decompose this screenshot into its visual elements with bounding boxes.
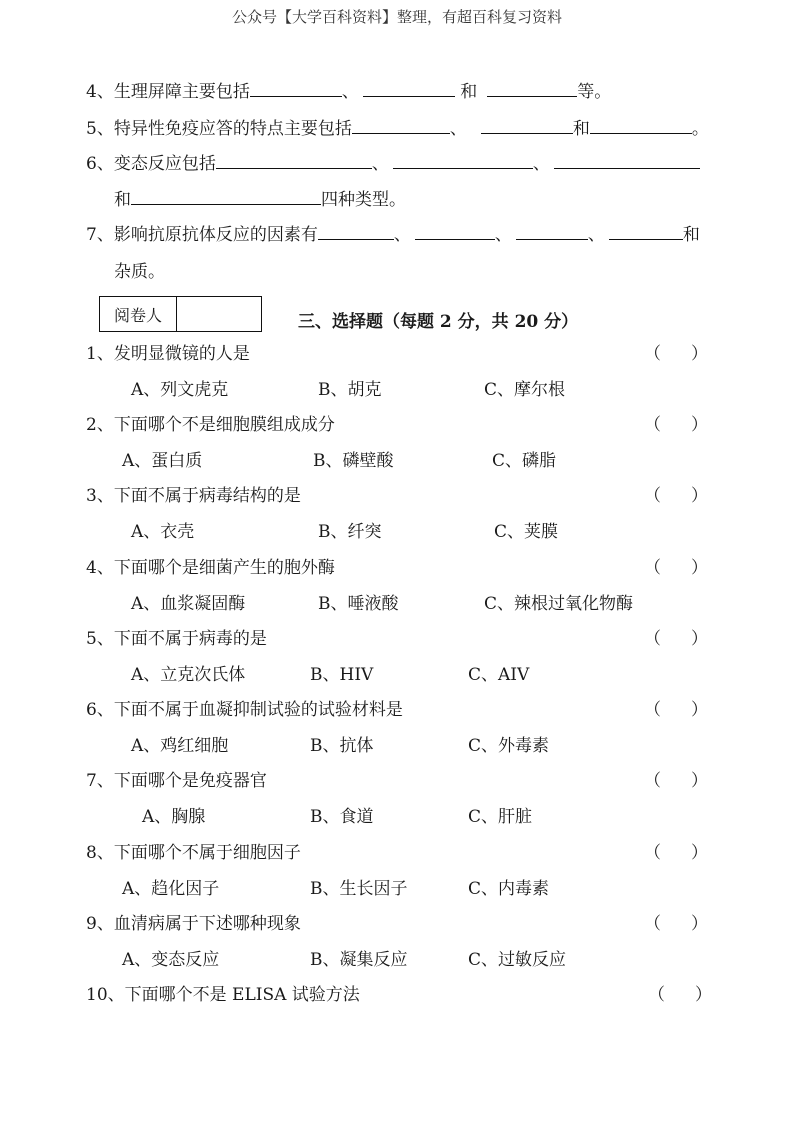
paren-close: ） — [691, 486, 708, 506]
question-2-option-b[interactable]: B、磷壁酸 — [313, 451, 394, 471]
question-8-option-c[interactable]: C、内毒素 — [468, 879, 550, 899]
fill-question-7 — [86, 220, 700, 245]
grader-box — [99, 296, 262, 332]
page-header: 公众号【大学百科资料】整理，有超百科复习资料 — [231, 8, 562, 26]
paren-close: ） — [691, 558, 708, 578]
answer-parentheses[interactable] — [644, 909, 708, 934]
question-1-text: 1、发明显微镜的人是 — [86, 344, 250, 364]
question-2-option-c[interactable]: C、磷脂 — [492, 451, 557, 471]
question-2-option-a[interactable]: A、蛋白质 — [122, 451, 203, 471]
fill-question-5-suffix: 。 — [691, 119, 709, 139]
question-8-option-b[interactable]: B、生长因子 — [310, 879, 408, 899]
fill-question-7-tail: 和 — [682, 225, 700, 245]
question-10-text: 10、下面哪个不是 ELISA 试验方法 — [86, 985, 360, 1005]
answer-blank[interactable] — [216, 153, 372, 169]
question-9-option-c[interactable]: C、过敏反应 — [468, 950, 567, 970]
paren-close: ） — [691, 843, 708, 863]
answer-blank[interactable] — [363, 81, 455, 97]
answer-blank[interactable] — [318, 224, 394, 240]
separator: 、 — [449, 119, 467, 139]
separator: 、 — [393, 225, 411, 245]
question-5-option-b[interactable]: B、HIV — [310, 665, 374, 685]
paren-open: （ — [644, 629, 661, 649]
answer-blank[interactable] — [554, 153, 700, 169]
separator: 、 — [371, 154, 389, 174]
separator: 、 — [587, 225, 605, 245]
question-6-text: 6、下面不属于血凝抑制试验的试验材料是 — [86, 700, 403, 720]
answer-parentheses[interactable] — [644, 624, 708, 649]
fill-question-6-cont-suffix: 四种类型。 — [321, 190, 406, 210]
paren-open: （ — [644, 843, 661, 863]
answer-blank[interactable] — [415, 224, 495, 240]
answer-blank[interactable] — [516, 224, 588, 240]
answer-parentheses[interactable] — [648, 980, 712, 1005]
fill-question-5 — [86, 114, 709, 139]
question-3-text: 3、下面不属于病毒结构的是 — [86, 486, 301, 506]
question-6-option-a[interactable]: A、鸡红细胞 — [131, 736, 229, 756]
paren-open: （ — [644, 558, 661, 578]
fill-question-6 — [86, 149, 700, 174]
answer-blank[interactable] — [609, 224, 683, 240]
answer-parentheses[interactable] — [644, 838, 708, 863]
separator: 、 — [341, 82, 359, 102]
question-9-option-a[interactable]: A、变态反应 — [122, 950, 220, 970]
answer-blank[interactable] — [487, 81, 577, 97]
question-6-option-c[interactable]: C、外毒素 — [468, 736, 550, 756]
question-6-option-b[interactable]: B、抗体 — [310, 736, 374, 756]
question-1-option-a[interactable]: A、列文虎克 — [131, 380, 229, 400]
separator: 和 — [572, 119, 590, 139]
answer-blank[interactable] — [393, 153, 533, 169]
separator: 、 — [494, 225, 512, 245]
question-1-option-c[interactable]: C、摩尔根 — [484, 380, 566, 400]
separator: 和 — [454, 82, 478, 102]
fill-question-4-suffix: 等。 — [577, 82, 612, 102]
grader-signature-field[interactable] — [177, 297, 261, 331]
question-4-option-b[interactable]: B、唾液酸 — [318, 594, 399, 614]
paren-open: （ — [644, 771, 661, 791]
question-3-option-b[interactable]: B、纤突 — [318, 522, 382, 542]
paren-close: ） — [695, 985, 712, 1005]
question-3-option-a[interactable]: A、衣壳 — [131, 522, 195, 542]
question-8-text: 8、下面哪个不属于细胞因子 — [86, 843, 301, 863]
answer-blank[interactable] — [131, 189, 321, 205]
answer-blank[interactable] — [250, 81, 342, 97]
paren-open: （ — [644, 700, 661, 720]
grader-label: 阅卷人 — [100, 297, 177, 331]
question-2-text: 2、下面哪个不是细胞膜组成成分 — [86, 415, 335, 435]
fill-question-4-prefix: 4、生理屏障主要包括 — [86, 82, 250, 102]
separator: 、 — [532, 154, 550, 174]
fill-question-6-cont — [114, 185, 406, 210]
paren-open: （ — [644, 344, 661, 364]
question-4-text: 4、下面哪个是细菌产生的胞外酶 — [86, 558, 335, 578]
question-7-option-a[interactable]: A、胸腺 — [142, 807, 206, 827]
paren-open: （ — [644, 914, 661, 934]
question-4-option-a[interactable]: A、血浆凝固酶 — [131, 594, 246, 614]
answer-parentheses[interactable] — [644, 553, 708, 578]
question-7-option-c[interactable]: C、肝脏 — [468, 807, 533, 827]
section-title: 三、选择题（每题 2 分，共 20 分） — [298, 312, 579, 332]
answer-parentheses[interactable] — [644, 695, 708, 720]
question-3-option-c[interactable]: C、荚膜 — [494, 522, 559, 542]
paren-close: ） — [691, 629, 708, 649]
fill-question-6-cont-prefix: 和 — [114, 190, 131, 210]
question-7-text: 7、下面哪个是免疫器官 — [86, 771, 267, 791]
question-5-option-a[interactable]: A、立克次氏体 — [131, 665, 246, 685]
paren-open: （ — [648, 985, 665, 1005]
answer-parentheses[interactable] — [644, 339, 708, 364]
answer-parentheses[interactable] — [644, 410, 708, 435]
question-5-text: 5、下面不属于病毒的是 — [86, 629, 267, 649]
paren-close: ） — [691, 344, 708, 364]
answer-blank[interactable] — [352, 118, 450, 134]
question-9-text: 9、血清病属于下述哪种现象 — [86, 914, 301, 934]
question-5-option-c[interactable]: C、AIV — [468, 665, 530, 685]
paren-open: （ — [644, 415, 661, 435]
fill-question-4 — [86, 77, 611, 102]
paren-close: ） — [691, 914, 708, 934]
question-9-option-b[interactable]: B、凝集反应 — [310, 950, 408, 970]
question-8-option-a[interactable]: A、趋化因子 — [122, 879, 220, 899]
fill-question-6-prefix: 6、变态反应包括 — [86, 154, 216, 174]
answer-blank[interactable] — [481, 118, 573, 134]
question-1-option-b[interactable]: B、胡克 — [318, 380, 382, 400]
paren-close: ） — [691, 771, 708, 791]
question-4-option-c[interactable]: C、辣根过氧化物酶 — [484, 594, 634, 614]
question-7-option-b[interactable]: B、食道 — [310, 807, 374, 827]
answer-blank[interactable] — [590, 118, 692, 134]
answer-parentheses[interactable] — [644, 766, 708, 791]
paren-close: ） — [691, 415, 708, 435]
paren-open: （ — [644, 486, 661, 506]
paren-close: ） — [691, 700, 708, 720]
answer-parentheses[interactable] — [644, 481, 708, 506]
fill-question-7-prefix: 7、影响抗原抗体反应的因素有 — [86, 225, 318, 245]
fill-question-7-cont: 杂质。 — [114, 262, 165, 282]
fill-question-5-prefix: 5、特异性免疫应答的特点主要包括 — [86, 119, 352, 139]
